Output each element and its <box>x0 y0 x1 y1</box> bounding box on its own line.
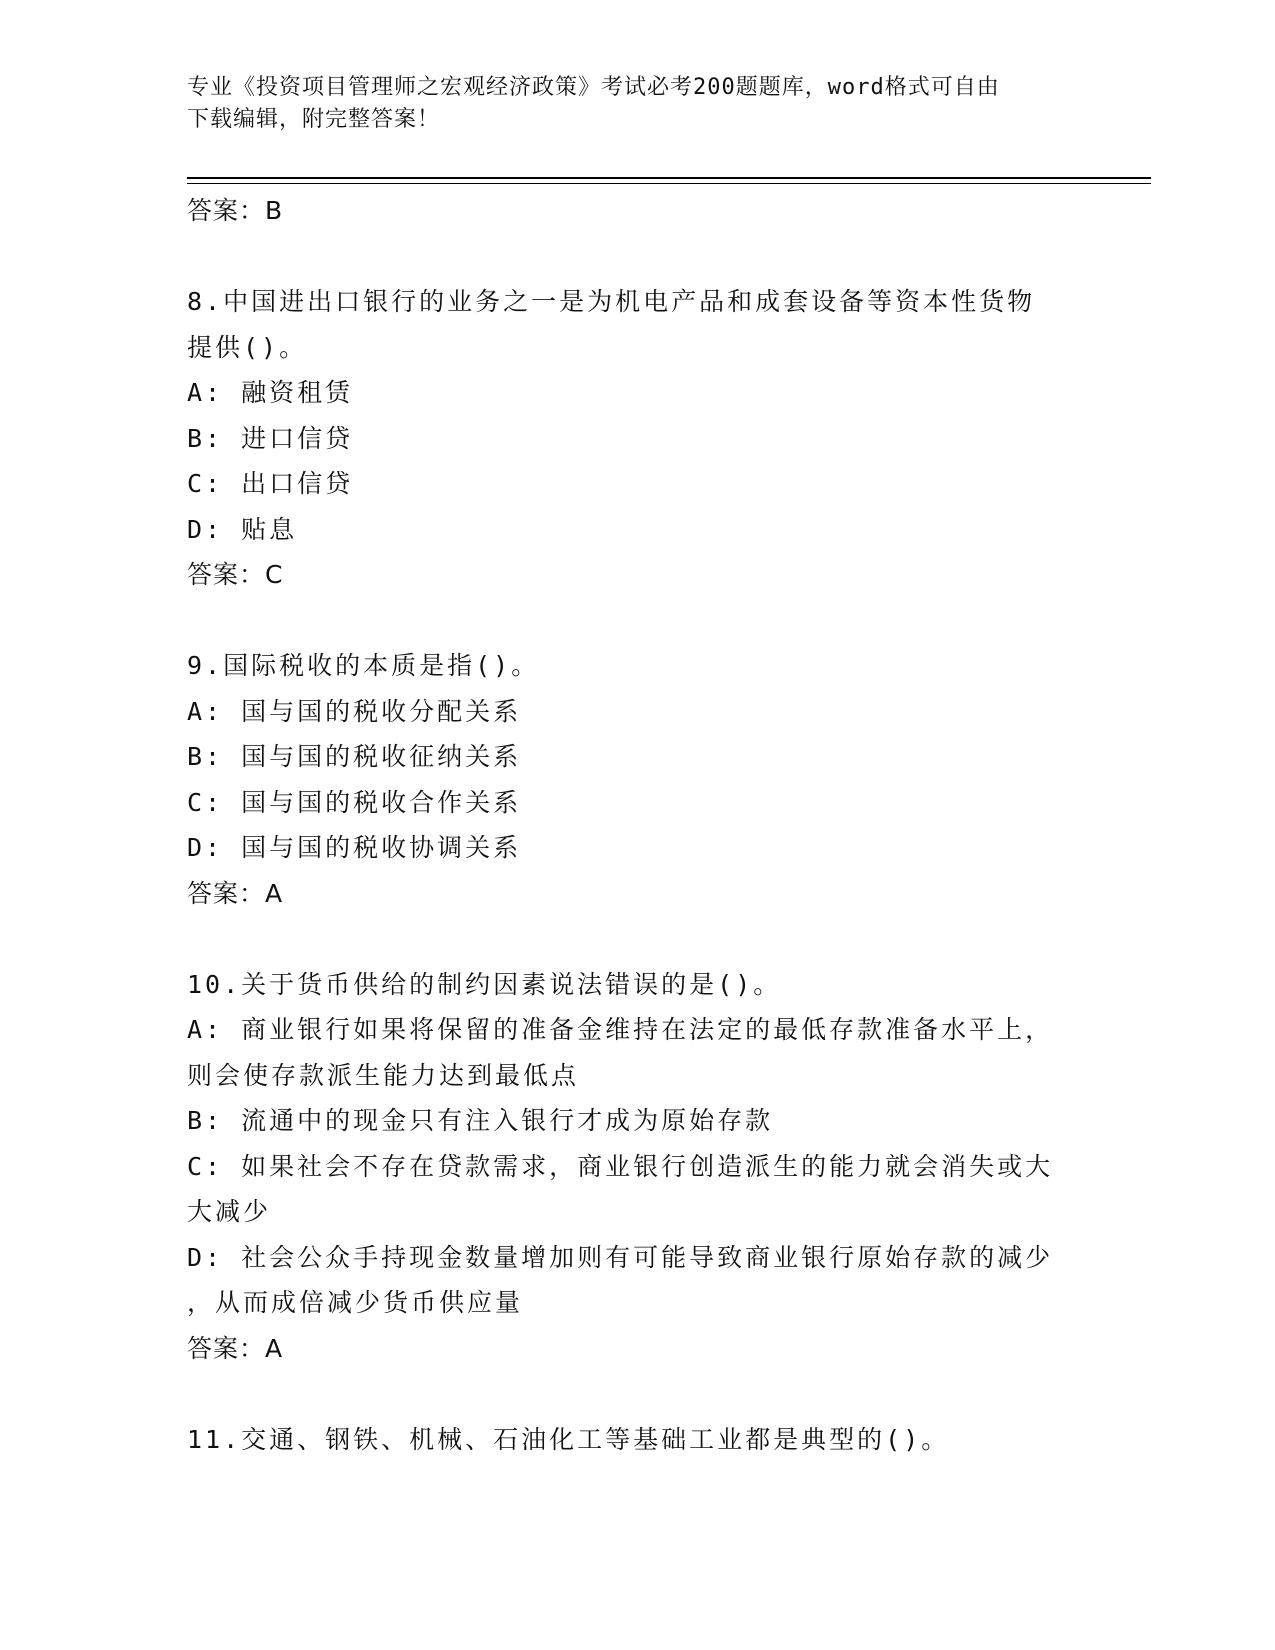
answer: 答案：A <box>187 878 284 908</box>
option-c: C: 国与国的税收合作关系 <box>187 787 522 817</box>
header-rule-thin <box>187 183 1151 184</box>
previous-answer: 答案：B <box>187 196 284 225</box>
question-9 <box>187 643 1087 916</box>
option-d: D: 社会公众手持现金数量增加则有可能导致商业银行原始存款的减少 <box>187 1242 1054 1272</box>
spacer <box>187 1371 1087 1417</box>
document-body <box>187 188 1087 1462</box>
option-d-continued: ，从而成倍减少货币供应量 <box>187 1288 524 1317</box>
option-a: A: 国与国的税收分配关系 <box>187 696 522 726</box>
header-line-1: 专业《投资项目管理师之宏观经济政策》考试必考200题题库，word格式可自由 <box>187 75 1000 100</box>
option-b: B: 进口信贷 <box>187 423 354 453</box>
option-c-continued: 大减少 <box>187 1197 272 1226</box>
spacer <box>187 234 1087 280</box>
answer: 答案：A <box>187 1333 284 1363</box>
option-a-continued: 则会使存款派生能力达到最低点 <box>187 1060 580 1090</box>
page-header <box>187 72 1067 136</box>
question-stem-line: 提供()。 <box>187 332 308 362</box>
option-c: C: 出口信贷 <box>187 469 354 498</box>
question-stem-line: 9.国际税收的本质是指()。 <box>187 651 540 680</box>
question-8 <box>187 279 1087 598</box>
option-b: B: 流通中的现金只有注入银行才成为原始存款 <box>187 1106 774 1135</box>
header-line-2: 下载编辑，附完整答案！ <box>187 107 441 132</box>
question-stem-line: 10.关于货币供给的制约因素说法错误的是()。 <box>187 969 782 999</box>
option-d: D: 国与国的税收协调关系 <box>187 833 522 862</box>
option-a: A: 融资租赁 <box>187 378 354 407</box>
answer: 答案：C <box>187 560 284 589</box>
option-d: D: 贴息 <box>187 514 298 544</box>
header-rule-thick <box>187 177 1151 179</box>
question-11 <box>187 1417 1087 1463</box>
spacer <box>187 916 1087 962</box>
option-a: A: 商业银行如果将保留的准备金维持在法定的最低存款准备水平上， <box>187 1015 1054 1044</box>
question-stem-line: 8.中国进出口银行的业务之一是为机电产品和成套设备等资本性货物 <box>187 287 1036 316</box>
question-stem-line: 11.交通、钢铁、机械、石油化工等基础工业都是典型的()。 <box>187 1424 950 1454</box>
spacer <box>187 598 1087 644</box>
question-10 <box>187 962 1087 1372</box>
option-c: C: 如果社会不存在贷款需求，商业银行创造派生的能力就会消失或大 <box>187 1151 1054 1181</box>
option-b: B: 国与国的税收征纳关系 <box>187 742 522 771</box>
